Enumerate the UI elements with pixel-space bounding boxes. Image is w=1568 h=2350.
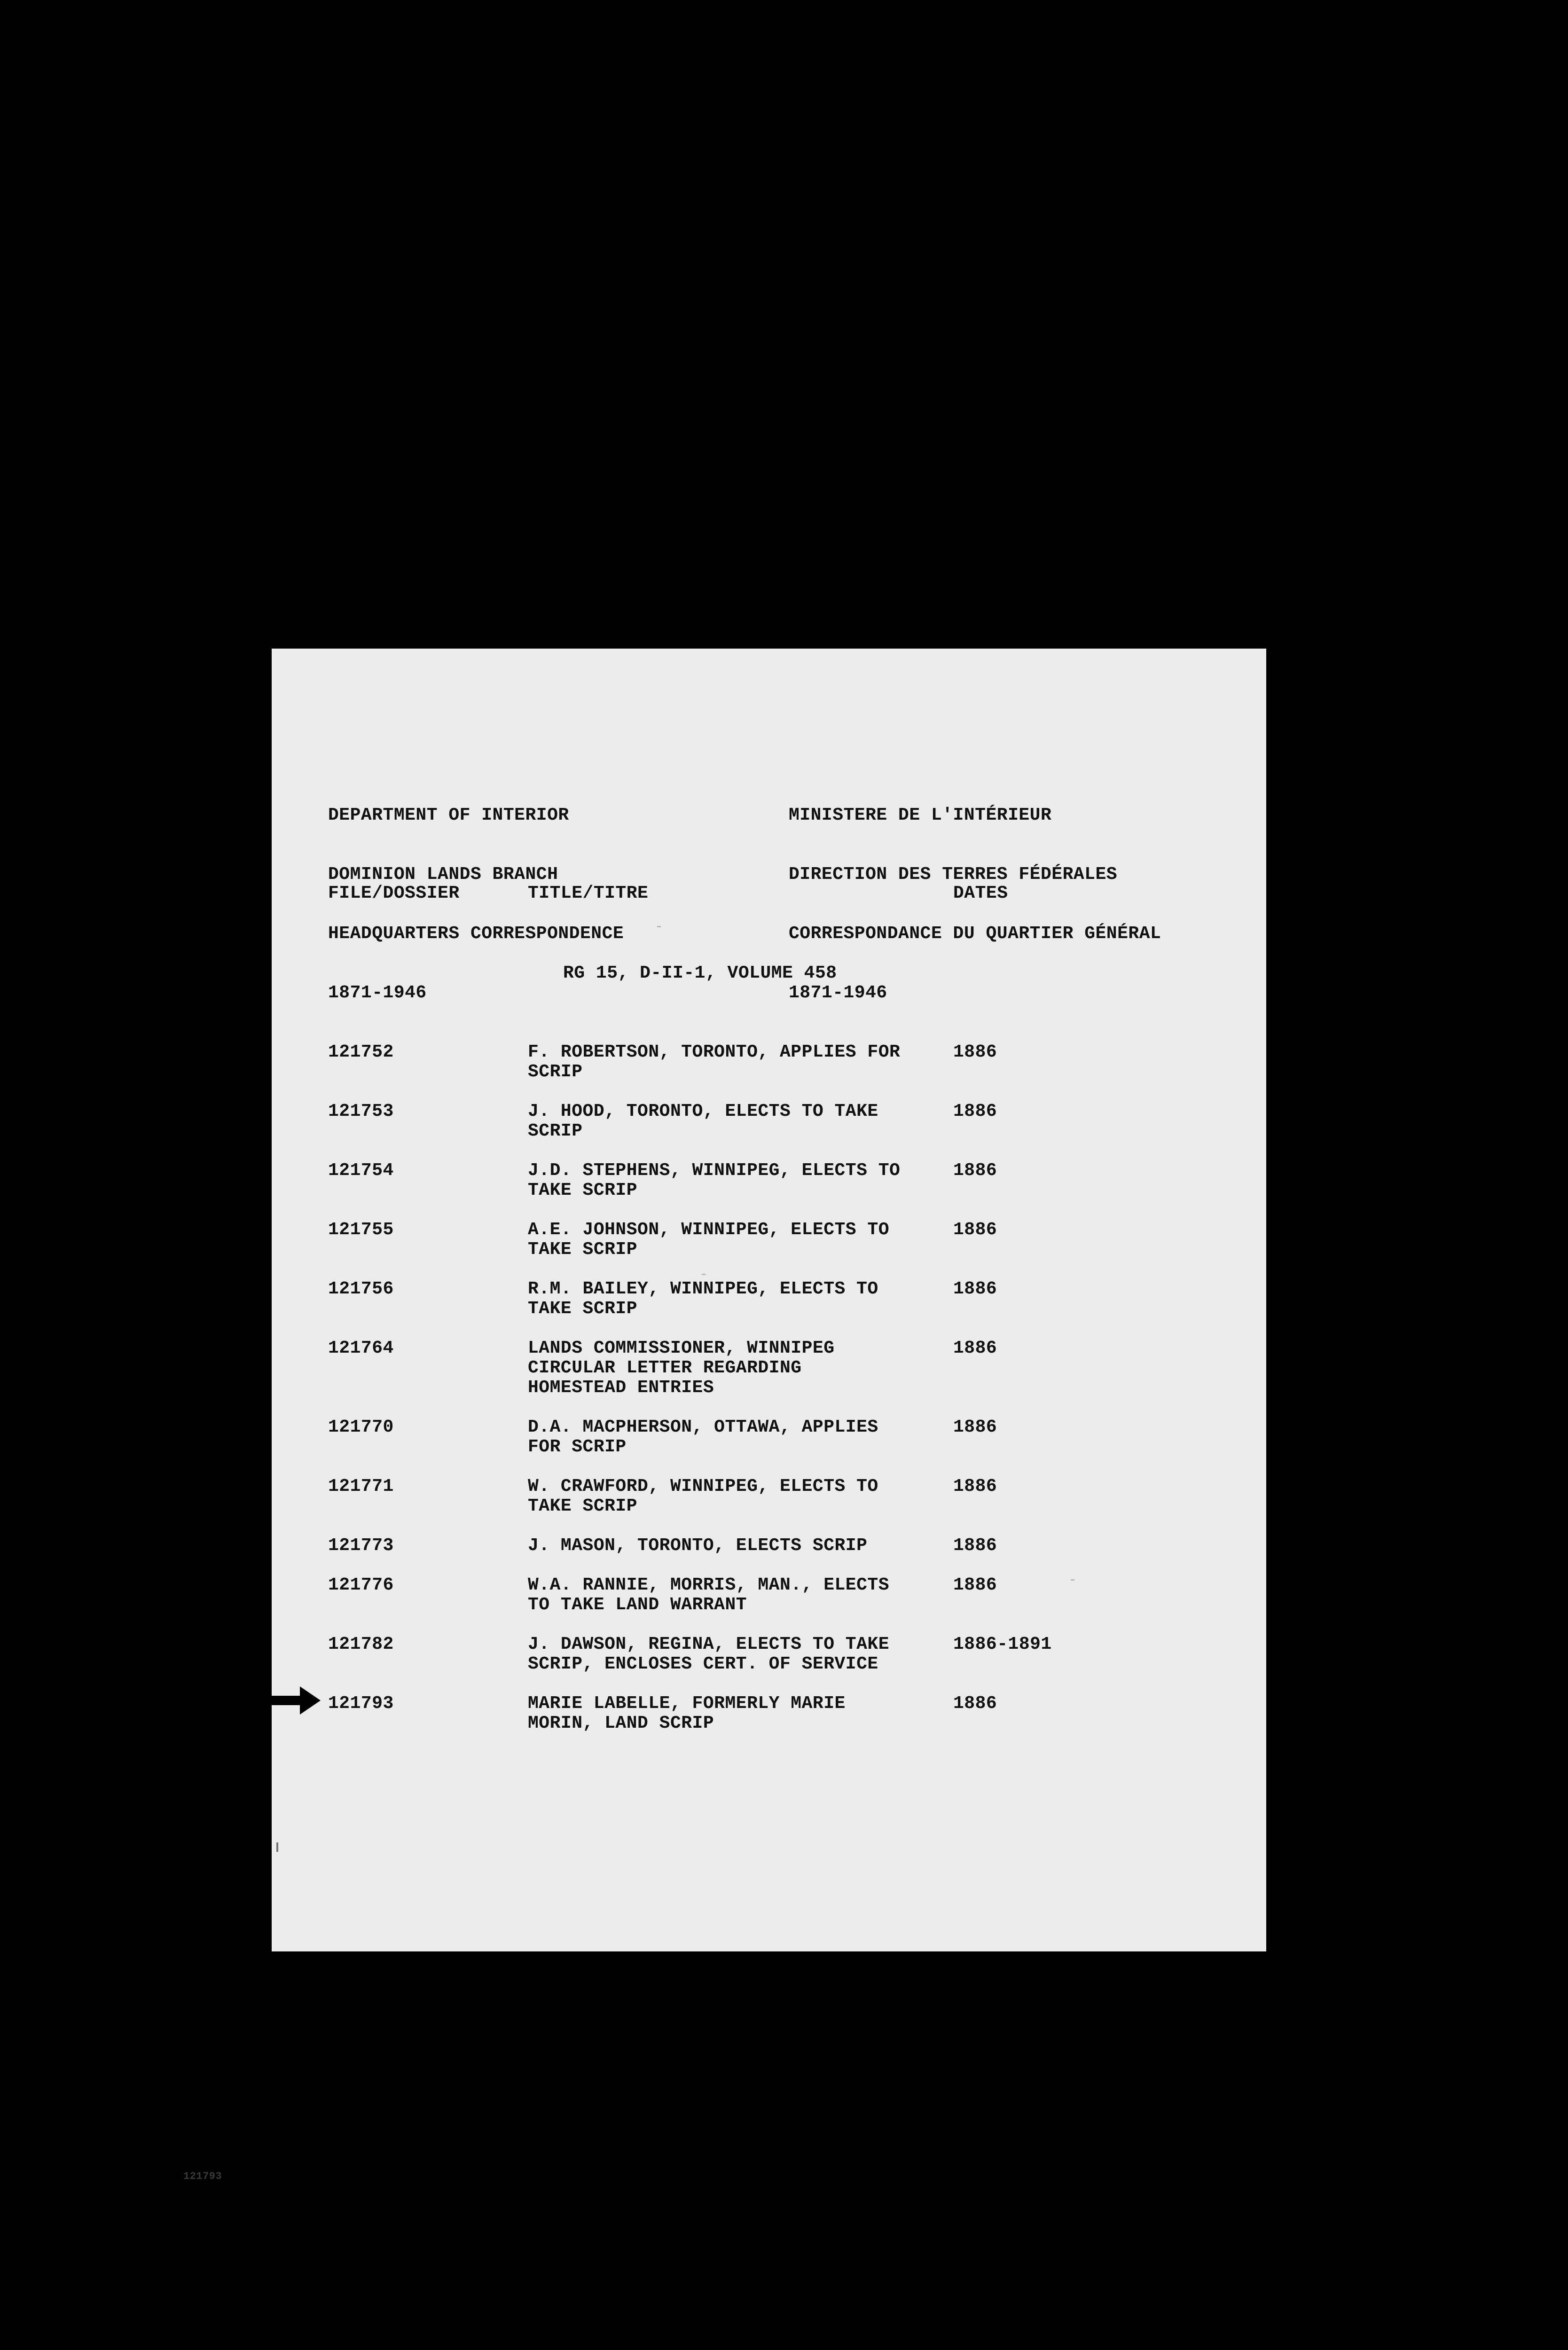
entry-title: J. DAWSON, REGINA, ELECTS TO TAKE SCRIP, ENCLOSES CERT. OF SERVICE [528, 1634, 890, 1674]
header-line: CORRESPONDANCE DU QUARTIER GÉNÉRAL [789, 924, 1161, 944]
entry-row [272, 1042, 1266, 1102]
entry-file-number: 121753 [328, 1101, 394, 1121]
header-line: HEADQUARTERS CORRESPONDENCE [328, 924, 624, 944]
entry-row [272, 1102, 1266, 1161]
entry-row [272, 1279, 1266, 1339]
document-page [272, 649, 1266, 1951]
entry-title: W.A. RANNIE, MORRIS, MAN., ELECTS TO TAKE LAND WARRANT [528, 1575, 890, 1615]
entry-row [272, 1575, 1266, 1635]
header-line: DEPARTMENT OF INTERIOR [328, 805, 569, 825]
entry-row [272, 1418, 1266, 1477]
entry-title: W. CRAWFORD, WINNIPEG, ELECTS TO TAKE SCRIP [528, 1476, 878, 1516]
entry-dates: 1886 [953, 1535, 997, 1556]
entry-file-number: 121755 [328, 1220, 394, 1240]
entry-title: D.A. MACPHERSON, OTTAWA, APPLIES FOR SCRIP [528, 1417, 878, 1457]
entry-dates: 1886 [953, 1476, 997, 1496]
scan-speck [702, 1274, 706, 1275]
entry-file-number: 121764 [328, 1338, 394, 1358]
pointer-arrow-icon [269, 1686, 321, 1715]
scan-speck [276, 1842, 278, 1852]
entry-dates: 1886 [953, 1279, 997, 1299]
entry-title: LANDS COMMISSIONER, WINNIPEG CIRCULAR LETTER REGARDING HOMESTEAD ENTRIES [528, 1338, 835, 1398]
column-header-file: FILE/DOSSIER [328, 883, 460, 903]
header-line: DIRECTION DES TERRES FÉDÉRALES [789, 864, 1118, 885]
entry-file-number: 121782 [328, 1634, 394, 1654]
entry-file-number: 121752 [328, 1042, 394, 1062]
column-header-dates: DATES [953, 883, 1008, 903]
entry-file-number: 121754 [328, 1160, 394, 1181]
header-line: DOMINION LANDS BRANCH [328, 864, 558, 885]
entry-file-number: 121771 [328, 1476, 394, 1496]
entry-row [272, 1339, 1266, 1418]
entry-title: F. ROBERTSON, TORONTO, APPLIES FOR SCRIP [528, 1042, 901, 1082]
entry-row [272, 1161, 1266, 1220]
entry-file-number: 121793 [328, 1693, 394, 1714]
volume-heading: RG 15, D-II-1, VOLUME 458 [563, 963, 837, 983]
entry-dates: 1886 [953, 1101, 997, 1121]
entry-file-number: 121776 [328, 1575, 394, 1595]
entry-dates: 1886 [953, 1220, 997, 1240]
entry-row [272, 1536, 1266, 1575]
entry-title: J. HOOD, TORONTO, ELECTS TO TAKE SCRIP [528, 1101, 878, 1141]
entry-row [272, 1635, 1266, 1694]
entry-dates: 1886 [953, 1042, 997, 1062]
header-french [789, 766, 1161, 1042]
header-english [328, 766, 624, 1042]
entry-title: J.D. STEPHENS, WINNIPEG, ELECTS TO TAKE SCRIP [528, 1160, 901, 1200]
entry-dates: 1886 [953, 1575, 997, 1595]
entry-title: J. MASON, TORONTO, ELECTS SCRIP [528, 1535, 868, 1556]
entry-dates: 1886-1891 [953, 1634, 1052, 1654]
scan-speck [657, 926, 661, 927]
header-line: 1871-1946 [328, 983, 427, 1003]
header-line: MINISTERE DE L'INTÉRIEUR [789, 805, 1052, 825]
entry-dates: 1886 [953, 1693, 997, 1714]
entry-row [272, 1477, 1266, 1536]
entry-title: A.E. JOHNSON, WINNIPEG, ELECTS TO TAKE SCRIP [528, 1220, 890, 1260]
entry-dates: 1886 [953, 1160, 997, 1181]
entry-title: MARIE LABELLE, FORMERLY MARIE MORIN, LAND SCRIP [528, 1693, 846, 1733]
margin-fragment: 121793 [183, 2170, 222, 2182]
entry-file-number: 121770 [328, 1417, 394, 1437]
entry-row-highlighted [272, 1694, 1266, 1753]
entry-file-number: 121756 [328, 1279, 394, 1299]
column-header-title: TITLE/TITRE [528, 883, 649, 903]
entry-list [272, 1042, 1266, 1753]
scan-speck [1071, 1579, 1074, 1581]
entry-dates: 1886 [953, 1417, 997, 1437]
entry-row [272, 1220, 1266, 1279]
entry-title: R.M. BAILEY, WINNIPEG, ELECTS TO TAKE SCRIP [528, 1279, 878, 1319]
entry-dates: 1886 [953, 1338, 997, 1358]
entry-file-number: 121773 [328, 1535, 394, 1556]
header-line: 1871-1946 [789, 983, 887, 1003]
